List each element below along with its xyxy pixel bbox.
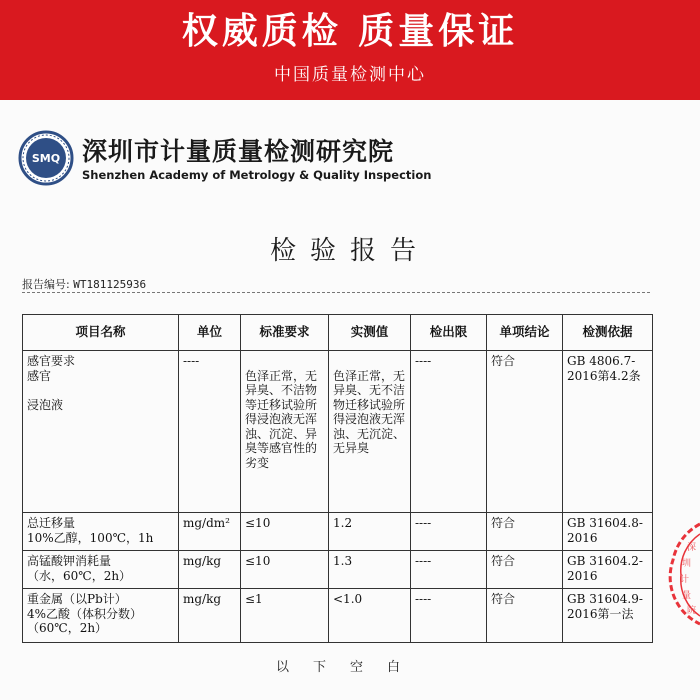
measured-text: 色泽正常，无异臭、无不洁物迁移试验所得浸泡液无浑浊、无沉淀、无异臭 [333,368,406,455]
report-number-label: 报告编号: [22,278,70,291]
table-row [23,513,653,551]
cell-basis: GB 31604.2-2016 [563,551,653,589]
item-name-line: 10%乙醇，100℃，1h [27,530,154,545]
cell-item-name [23,551,179,589]
svg-text:计: 计 [680,575,690,585]
table-row [23,351,653,513]
report-number [22,276,146,292]
header-basis: 检测依据 [563,315,653,351]
cell-item-name [23,589,179,643]
cell-limit: ---- [411,551,487,589]
cell-limit: ---- [411,589,487,643]
item-name-line: 感官要求 [27,354,76,368]
cell-unit: mg/kg [179,589,241,643]
red-seal-stamp-icon [643,520,700,630]
banner-subtitle: 中国质量检测中心 [274,65,426,85]
item-name-line: （60℃，2h） [27,621,108,635]
logo-text: SMQ [31,152,61,165]
svg-text:圳: 圳 [682,559,692,569]
cell-measured: 1.3 [329,551,411,589]
smq-logo-icon [18,130,74,186]
header-limit: 检出限 [411,315,487,351]
standard-text: 色泽正常，无异臭、不洁物等迁移试验所得浸泡液无浑浊、沉淀、异臭等感官性的劣变 [245,368,318,470]
cell-unit: ---- [179,351,241,513]
cell-unit: mg/kg [179,551,241,589]
cell-item-name [23,351,179,513]
report-number-value: WT181125936 [73,278,147,291]
svg-text:院: 院 [687,606,697,616]
divider [22,292,650,293]
header-measured: 实测值 [329,315,411,351]
banner [0,0,700,100]
banner-title: 权威质检 质量保证 [181,11,519,52]
item-name-line: （水，60℃，2h） [27,568,132,583]
report-document [0,100,700,700]
svg-text:深: 深 [687,543,697,553]
header-unit: 单位 [179,315,241,351]
cell-unit: mg/dm² [179,513,241,551]
svg-text:量: 量 [682,591,692,601]
cell-limit: ---- [411,351,487,513]
cell-limit: ---- [411,513,487,551]
table-header-row [23,315,653,351]
cell-basis: GB 4806.7-2016第4.2条 [563,351,653,513]
cell-basis: GB 31604.8-2016 [563,513,653,551]
item-name-line: 高锰酸钾消耗量 [27,554,112,568]
org-name-en: Shenzhen Academy of Metrology & Quality Inspection [82,168,432,182]
item-name-line: 总迁移量 [27,516,76,530]
cell-measured: 1.2 [329,513,411,551]
cell-conclusion: 符合 [487,351,563,513]
cell-item-name [23,513,179,551]
header-standard: 标准要求 [241,315,329,351]
table-row [23,589,653,643]
cell-basis: GB 31604.9-2016第一法 [563,589,653,643]
item-name-line: 4%乙酸（体积分数） [27,606,143,621]
item-name-line: 重金属（以Pb计） [27,592,127,606]
item-name-line: 浸泡液 [27,397,64,412]
table-row [23,551,653,589]
results-table [22,314,653,643]
header-conclusion: 单项结论 [487,315,563,351]
item-name-line: 感官 [27,368,52,383]
cell-standard [241,351,329,513]
cell-standard: ≤1 [241,589,329,643]
cell-conclusion: 符合 [487,589,563,643]
cell-measured: <1.0 [329,589,411,643]
end-of-report-note: 以下空白 [275,660,424,675]
header-item-name: 项目名称 [23,315,179,351]
cell-measured [329,351,411,513]
cell-standard: ≤10 [241,513,329,551]
report-title: 检验报告 [269,236,430,266]
cell-conclusion: 符合 [487,551,563,589]
cell-standard: ≤10 [241,551,329,589]
org-name-cn: 深圳市计量质量检测研究院 [82,137,395,166]
cell-conclusion: 符合 [487,513,563,551]
